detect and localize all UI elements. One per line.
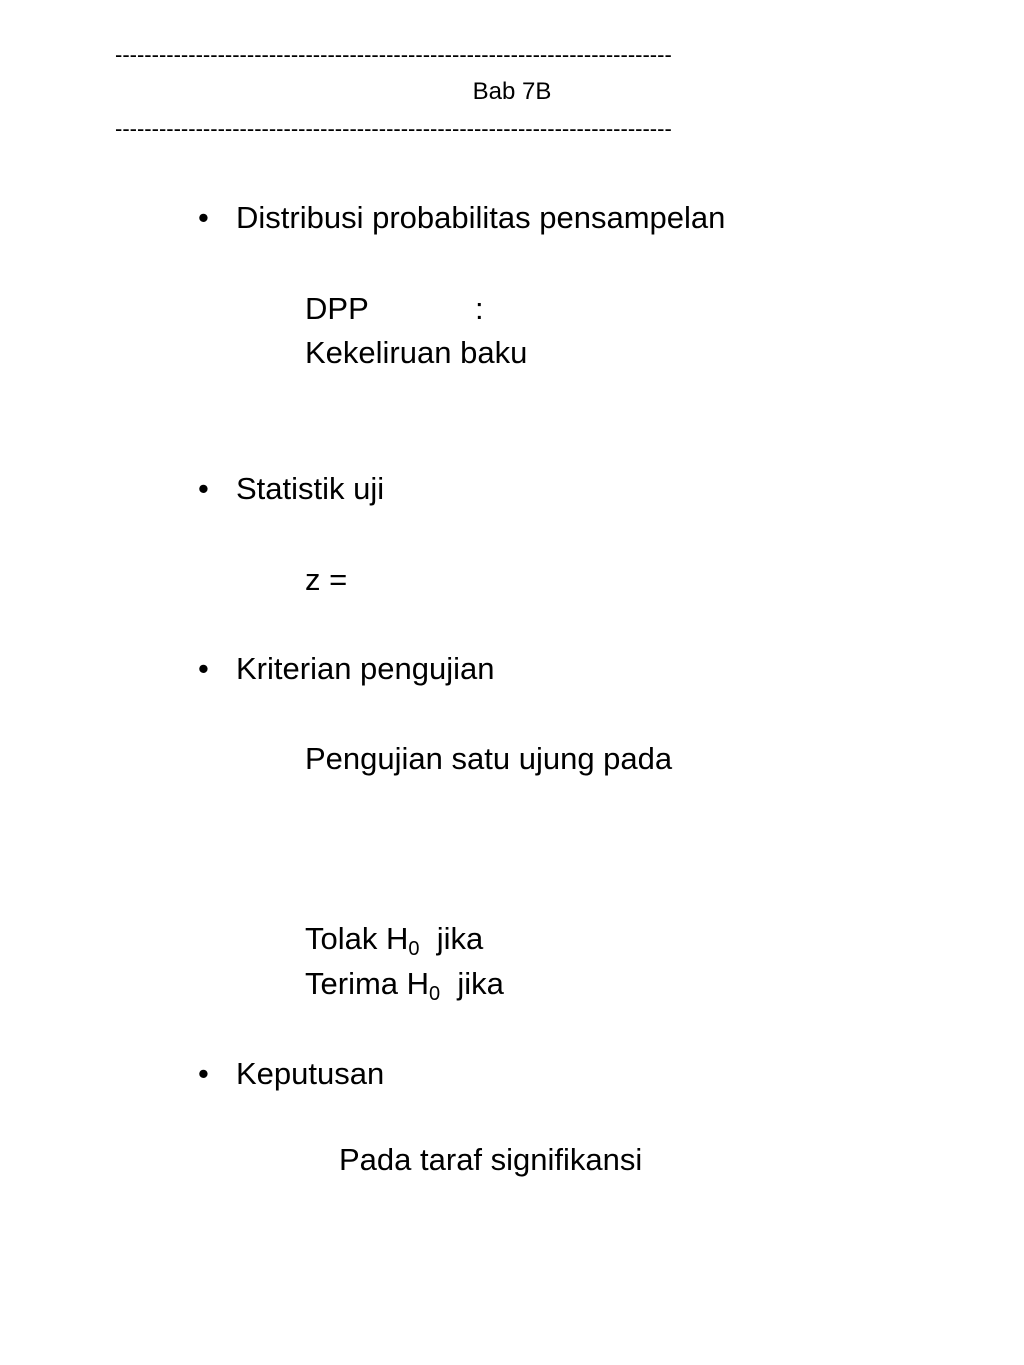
bullet-dot: • <box>198 1056 209 1091</box>
reject-suffix: jika <box>436 921 484 956</box>
section-heading-sampling-distribution: Distribusi probabilitas pensampelan <box>236 200 726 235</box>
z-formula-label: z = <box>305 562 348 597</box>
section-heading-test-statistic: Statistik uji <box>236 471 385 506</box>
section-heading-decision: Keputusan <box>236 1056 385 1091</box>
dpp-colon: : <box>475 291 484 326</box>
header-rule-bottom: ---------------------------------------------------------------------------- <box>115 116 672 141</box>
reject-h0-line <box>305 920 483 958</box>
accept-h0-line <box>305 965 504 1003</box>
bullet-dot: • <box>198 471 209 506</box>
reject-subscript: 0 <box>408 938 420 960</box>
one-tail-test-label: Pengujian satu ujung pada <box>305 741 673 776</box>
accept-suffix: jika <box>457 966 504 1001</box>
reject-prefix: Tolak H <box>305 921 409 956</box>
section-heading-test-criteria: Kriterian pengujian <box>236 651 495 686</box>
bullet-dot: • <box>198 200 209 235</box>
dpp-label: DPP <box>305 291 369 326</box>
header-rule-top: ---------------------------------------------------------------------------- <box>115 42 672 67</box>
significance-level-label: Pada taraf signifikansi <box>339 1142 643 1177</box>
accept-prefix: Terima H <box>305 966 430 1001</box>
accept-subscript: 0 <box>429 983 441 1005</box>
standard-error-label: Kekeliruan baku <box>305 335 528 370</box>
page-title: Bab 7B <box>472 78 552 105</box>
bullet-dot: • <box>198 651 209 686</box>
